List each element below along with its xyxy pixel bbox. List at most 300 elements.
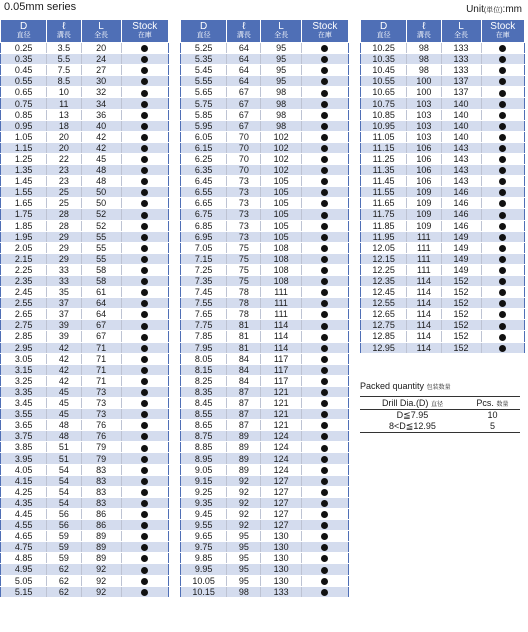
flute-length-cell: 39 [47, 331, 81, 342]
table-row [361, 287, 525, 298]
overall-length-cell: 124 [261, 453, 301, 464]
diameter-cell: 11.25 [361, 153, 407, 164]
overall-length-cell: 127 [261, 497, 301, 508]
header-d: D 直径 [181, 20, 227, 43]
stock-cell [301, 65, 348, 76]
flute-length-cell: 98 [407, 54, 441, 65]
in-stock-dot-icon [141, 378, 148, 385]
flute-length-cell: 64 [227, 43, 261, 54]
overall-length-cell: 130 [261, 542, 301, 553]
table-row [1, 287, 169, 298]
flute-length-cell: 70 [227, 142, 261, 153]
table-row [1, 542, 169, 553]
header-l-big: L 全長 [441, 20, 481, 43]
diameter-cell: 1.65 [1, 198, 47, 209]
overall-length-cell: 105 [261, 176, 301, 187]
in-stock-dot-icon [141, 522, 148, 529]
table-row [361, 98, 525, 109]
header-l-small: ℓ 溝長 [47, 20, 81, 43]
flute-length-cell: 56 [47, 520, 81, 531]
stock-cell [121, 508, 168, 519]
flute-length-cell: 84 [227, 375, 261, 386]
stock-cell [121, 253, 168, 264]
overall-length-cell: 24 [81, 54, 121, 65]
in-stock-dot-icon [141, 578, 148, 585]
stock-cell [121, 531, 168, 542]
table-row [361, 43, 525, 54]
table-row [1, 364, 169, 375]
table-row [181, 187, 349, 198]
diameter-cell: 7.35 [181, 275, 227, 286]
overall-length-cell: 111 [261, 287, 301, 298]
table-row [361, 220, 525, 231]
diameter-cell: 3.15 [1, 364, 47, 375]
in-stock-dot-icon [499, 323, 506, 330]
stock-cell [301, 442, 348, 453]
diameter-cell: 12.85 [361, 331, 407, 342]
table-row [361, 153, 525, 164]
stock-cell [301, 98, 348, 109]
stock-cell [301, 553, 348, 564]
in-stock-dot-icon [321, 589, 328, 596]
flute-length-cell: 45 [47, 398, 81, 409]
stock-cell [481, 76, 524, 87]
in-stock-dot-icon [321, 256, 328, 263]
flute-length-cell: 75 [227, 264, 261, 275]
in-stock-dot-icon [321, 223, 328, 230]
in-stock-dot-icon [321, 112, 328, 119]
in-stock-dot-icon [141, 256, 148, 263]
in-stock-dot-icon [141, 345, 148, 352]
overall-length-cell: 149 [441, 242, 481, 253]
flute-length-cell: 111 [407, 264, 441, 275]
packed-quantity-table [360, 396, 520, 433]
overall-length-cell: 137 [441, 76, 481, 87]
flute-length-cell: 103 [407, 120, 441, 131]
diameter-cell: 2.25 [1, 264, 47, 275]
overall-length-cell: 149 [441, 253, 481, 264]
stock-cell [121, 564, 168, 575]
table-row [181, 453, 349, 464]
in-stock-dot-icon [141, 389, 148, 396]
table-row [1, 564, 169, 575]
overall-length-cell: 42 [81, 142, 121, 153]
diameter-cell: 8.75 [181, 431, 227, 442]
stock-cell [481, 253, 524, 264]
diameter-cell: 11.95 [361, 231, 407, 242]
diameter-cell: 9.25 [181, 486, 227, 497]
stock-cell [121, 542, 168, 553]
in-stock-dot-icon [141, 134, 148, 141]
stock-cell [121, 353, 168, 364]
flute-length-cell: 54 [47, 475, 81, 486]
table-row [1, 586, 169, 597]
in-stock-dot-icon [499, 234, 506, 241]
overall-length-cell: 50 [81, 198, 121, 209]
diameter-cell: 9.15 [181, 475, 227, 486]
stock-cell [301, 54, 348, 65]
overall-length-cell: 124 [261, 464, 301, 475]
overall-length-cell: 95 [261, 43, 301, 54]
diameter-cell: 4.85 [1, 553, 47, 564]
diameter-cell: 6.65 [181, 198, 227, 209]
stock-cell [301, 475, 348, 486]
stock-cell [301, 531, 348, 542]
in-stock-dot-icon [499, 78, 506, 85]
in-stock-dot-icon [499, 300, 506, 307]
table-row [1, 309, 169, 320]
stock-cell [301, 342, 348, 353]
stock-cell [481, 298, 524, 309]
overall-length-cell: 67 [81, 331, 121, 342]
flute-length-cell: 37 [47, 298, 81, 309]
in-stock-dot-icon [321, 178, 328, 185]
table-row [1, 409, 169, 420]
pq-header-dia: Drill Dia.(D) 直径 [360, 397, 465, 410]
flute-length-cell: 109 [407, 220, 441, 231]
diameter-cell: 9.65 [181, 531, 227, 542]
in-stock-dot-icon [321, 400, 328, 407]
table-row [181, 253, 349, 264]
diameter-cell: 11.75 [361, 209, 407, 220]
flute-length-cell: 92 [227, 486, 261, 497]
table-row [1, 553, 169, 564]
in-stock-dot-icon [321, 445, 328, 452]
flute-length-cell: 3.5 [47, 43, 81, 54]
in-stock-dot-icon [141, 178, 148, 185]
diameter-cell: 11.35 [361, 165, 407, 176]
overall-length-cell: 108 [261, 264, 301, 275]
overall-length-cell: 133 [261, 586, 301, 597]
stock-cell [301, 586, 348, 597]
in-stock-dot-icon [321, 511, 328, 518]
flute-length-cell: 29 [47, 242, 81, 253]
stock-cell [121, 98, 168, 109]
overall-length-cell: 71 [81, 353, 121, 364]
diameter-cell: 10.55 [361, 76, 407, 87]
stock-cell [481, 120, 524, 131]
in-stock-dot-icon [321, 67, 328, 74]
overall-length-cell: 146 [441, 220, 481, 231]
diameter-cell: 2.35 [1, 275, 47, 286]
flute-length-cell: 23 [47, 165, 81, 176]
diameter-cell: 9.35 [181, 497, 227, 508]
table-row [361, 142, 525, 153]
in-stock-dot-icon [321, 267, 328, 274]
flute-length-cell: 18 [47, 120, 81, 131]
flute-length-cell: 75 [227, 253, 261, 264]
table-row [181, 553, 349, 564]
table-row [181, 531, 349, 542]
stock-cell [121, 198, 168, 209]
stock-cell [301, 353, 348, 364]
table-row [361, 187, 525, 198]
table-row [181, 508, 349, 519]
in-stock-dot-icon [499, 56, 506, 63]
stock-cell [301, 575, 348, 586]
flute-length-cell: 51 [47, 442, 81, 453]
table-row [181, 464, 349, 475]
flute-length-cell: 54 [47, 486, 81, 497]
table-row [1, 464, 169, 475]
flute-length-cell: 56 [47, 508, 81, 519]
overall-length-cell: 152 [441, 320, 481, 331]
table-row [361, 176, 525, 187]
overall-length-cell: 64 [81, 309, 121, 320]
diameter-cell: 8.45 [181, 398, 227, 409]
table-row [1, 43, 169, 54]
flute-length-cell: 95 [227, 542, 261, 553]
diameter-cell: 10.45 [361, 65, 407, 76]
in-stock-dot-icon [321, 389, 328, 396]
overall-length-cell: 143 [441, 153, 481, 164]
diameter-cell: 4.05 [1, 464, 47, 475]
diameter-cell: 10.05 [181, 575, 227, 586]
table-row [181, 142, 349, 153]
diameter-cell: 1.25 [1, 153, 47, 164]
table-row [181, 43, 349, 54]
overall-length-cell: 124 [261, 442, 301, 453]
in-stock-dot-icon [499, 112, 506, 119]
stock-cell [121, 109, 168, 120]
table-row [1, 54, 169, 65]
stock-cell [481, 153, 524, 164]
in-stock-dot-icon [141, 245, 148, 252]
overall-length-cell: 83 [81, 464, 121, 475]
stock-cell [481, 231, 524, 242]
overall-length-cell: 61 [81, 287, 121, 298]
table-row [181, 76, 349, 87]
overall-length-cell: 117 [261, 364, 301, 375]
diameter-cell: 5.65 [181, 87, 227, 98]
flute-length-cell: 114 [407, 342, 441, 353]
stock-cell [481, 54, 524, 65]
in-stock-dot-icon [499, 145, 506, 152]
flute-length-cell: 23 [47, 176, 81, 187]
table-row [181, 98, 349, 109]
diameter-cell: 6.25 [181, 153, 227, 164]
diameter-cell: 10.35 [361, 54, 407, 65]
flute-length-cell: 73 [227, 231, 261, 242]
stock-cell [481, 176, 524, 187]
overall-length-cell: 121 [261, 386, 301, 397]
diameter-cell: 5.05 [1, 575, 47, 586]
in-stock-dot-icon [321, 334, 328, 341]
diameter-cell: 10.65 [361, 87, 407, 98]
flute-length-cell: 25 [47, 187, 81, 198]
table-row [361, 309, 525, 320]
diameter-cell: 11.85 [361, 220, 407, 231]
overall-length-cell: 105 [261, 209, 301, 220]
stock-cell [301, 231, 348, 242]
diameter-cell: 0.55 [1, 76, 47, 87]
stock-cell [121, 142, 168, 153]
overall-length-cell: 98 [261, 98, 301, 109]
overall-length-cell: 42 [81, 131, 121, 142]
table-row [181, 409, 349, 420]
table-row [181, 287, 349, 298]
diameter-cell: 8.15 [181, 364, 227, 375]
overall-length-cell: 48 [81, 165, 121, 176]
stock-cell [301, 187, 348, 198]
header-stock: Stock 在庫 [121, 20, 168, 43]
in-stock-dot-icon [321, 422, 328, 429]
stock-cell [481, 242, 524, 253]
flute-length-cell: 59 [47, 542, 81, 553]
table-row [361, 65, 525, 76]
diameter-cell: 12.35 [361, 275, 407, 286]
diameter-cell: 2.95 [1, 342, 47, 353]
diameter-cell: 2.85 [1, 331, 47, 342]
diameter-cell: 0.65 [1, 87, 47, 98]
table-row [181, 431, 349, 442]
in-stock-dot-icon [141, 555, 148, 562]
diameter-cell: 6.45 [181, 176, 227, 187]
overall-length-cell: 140 [441, 131, 481, 142]
flute-length-cell: 28 [47, 220, 81, 231]
diameter-cell: 2.65 [1, 309, 47, 320]
diameter-cell: 2.05 [1, 242, 47, 253]
overall-length-cell: 27 [81, 65, 121, 76]
overall-length-cell: 152 [441, 309, 481, 320]
in-stock-dot-icon [321, 578, 328, 585]
stock-cell [301, 331, 348, 342]
pq-row [360, 410, 520, 422]
overall-length-cell: 133 [441, 43, 481, 54]
in-stock-dot-icon [321, 367, 328, 374]
spec-table-1 [0, 19, 169, 598]
diameter-cell: 5.35 [181, 54, 227, 65]
table-row [1, 253, 169, 264]
overall-length-cell: 146 [441, 187, 481, 198]
flute-length-cell: 95 [227, 564, 261, 575]
in-stock-dot-icon [499, 67, 506, 74]
diameter-cell: 4.65 [1, 531, 47, 542]
diameter-cell: 9.05 [181, 464, 227, 475]
in-stock-dot-icon [321, 145, 328, 152]
flute-length-cell: 54 [47, 464, 81, 475]
table-row [1, 398, 169, 409]
in-stock-dot-icon [321, 522, 328, 529]
overall-length-cell: 143 [441, 142, 481, 153]
diameter-cell: 1.95 [1, 231, 47, 242]
overall-length-cell: 127 [261, 486, 301, 497]
overall-length-cell: 140 [441, 120, 481, 131]
diameter-cell: 6.95 [181, 231, 227, 242]
overall-length-cell: 71 [81, 364, 121, 375]
in-stock-dot-icon [141, 445, 148, 452]
in-stock-dot-icon [141, 478, 148, 485]
flute-length-cell: 22 [47, 153, 81, 164]
overall-length-cell: 76 [81, 431, 121, 442]
stock-cell [301, 431, 348, 442]
flute-length-cell: 25 [47, 198, 81, 209]
diameter-cell: 8.55 [181, 409, 227, 420]
stock-cell [121, 309, 168, 320]
overall-length-cell: 130 [261, 575, 301, 586]
stock-cell [301, 209, 348, 220]
in-stock-dot-icon [321, 300, 328, 307]
table-row [1, 342, 169, 353]
flute-length-cell: 92 [227, 520, 261, 531]
table-row [181, 486, 349, 497]
diameter-cell: 1.05 [1, 131, 47, 142]
stock-cell [121, 553, 168, 564]
stock-cell [301, 409, 348, 420]
stock-cell [121, 242, 168, 253]
overall-length-cell: 83 [81, 486, 121, 497]
stock-cell [481, 131, 524, 142]
flute-length-cell: 103 [407, 98, 441, 109]
flute-length-cell: 78 [227, 298, 261, 309]
in-stock-dot-icon [321, 289, 328, 296]
diameter-cell: 11.65 [361, 198, 407, 209]
overall-length-cell: 117 [261, 353, 301, 364]
flute-length-cell: 87 [227, 420, 261, 431]
table-row [1, 453, 169, 464]
flute-length-cell: 87 [227, 386, 261, 397]
in-stock-dot-icon [321, 234, 328, 241]
stock-cell [121, 420, 168, 431]
overall-length-cell: 149 [441, 231, 481, 242]
flute-length-cell: 45 [47, 409, 81, 420]
flute-length-cell: 106 [407, 142, 441, 153]
table-row [181, 586, 349, 597]
flute-length-cell: 75 [227, 275, 261, 286]
overall-length-cell: 92 [81, 586, 121, 597]
table-row [181, 220, 349, 231]
flute-length-cell: 64 [227, 65, 261, 76]
in-stock-dot-icon [141, 278, 148, 285]
stock-cell [301, 142, 348, 153]
diameter-cell: 7.85 [181, 331, 227, 342]
flute-length-cell: 92 [227, 508, 261, 519]
table-row [361, 331, 525, 342]
diameter-cell: 12.75 [361, 320, 407, 331]
overall-length-cell: 152 [441, 331, 481, 342]
stock-cell [481, 220, 524, 231]
overall-length-cell: 40 [81, 120, 121, 131]
overall-length-cell: 105 [261, 198, 301, 209]
in-stock-dot-icon [321, 56, 328, 63]
pq-pcs: 10 [487, 410, 498, 420]
table-row [1, 353, 169, 364]
overall-length-cell: 95 [261, 54, 301, 65]
in-stock-dot-icon [321, 78, 328, 85]
overall-length-cell: 86 [81, 520, 121, 531]
diameter-cell: 7.65 [181, 309, 227, 320]
flute-length-cell: 33 [47, 264, 81, 275]
flute-length-cell: 37 [47, 309, 81, 320]
overall-length-cell: 124 [261, 431, 301, 442]
flute-length-cell: 33 [47, 275, 81, 286]
in-stock-dot-icon [499, 289, 506, 296]
in-stock-dot-icon [141, 533, 148, 540]
flute-length-cell: 48 [47, 431, 81, 442]
overall-length-cell: 30 [81, 76, 121, 87]
stock-cell [481, 209, 524, 220]
flute-length-cell: 103 [407, 131, 441, 142]
diameter-cell: 4.55 [1, 520, 47, 531]
table-row [361, 76, 525, 87]
flute-length-cell: 81 [227, 342, 261, 353]
in-stock-dot-icon [321, 245, 328, 252]
diameter-cell: 1.35 [1, 165, 47, 176]
stock-cell [301, 386, 348, 397]
flute-length-cell: 42 [47, 375, 81, 386]
stock-cell [301, 398, 348, 409]
table-row [1, 198, 169, 209]
